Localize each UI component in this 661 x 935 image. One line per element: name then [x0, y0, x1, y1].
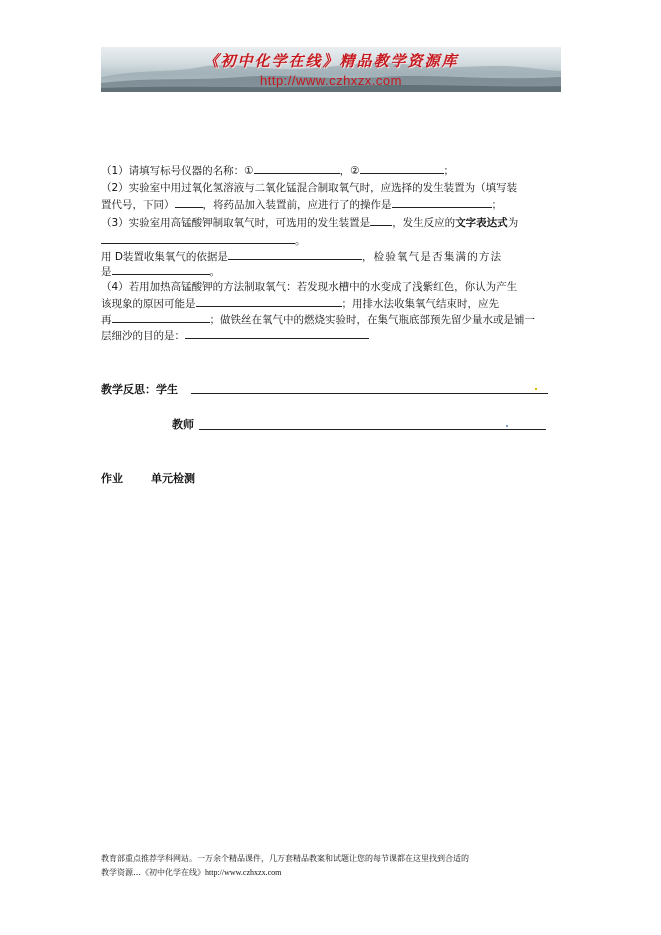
banner-url: http://www.czhxzx.com [260, 73, 402, 88]
answer-blank [360, 162, 444, 174]
answer-blank [228, 248, 362, 260]
q3-text-g: 。 [209, 266, 220, 278]
q3-text-f: 是 [101, 266, 112, 278]
q2-text-a: 置代号，下同） [101, 199, 175, 211]
q1-mid: ，② [339, 165, 360, 177]
q3-line2-end: 。 [295, 235, 306, 247]
answer-blank [370, 214, 392, 226]
question-2-line-1: （2）实验室中用过氧化氢溶液与二氧化锰混合制取氧气时，应选择的发生装置为（填写装 [101, 182, 518, 194]
reflection-teacher-line [199, 429, 546, 430]
reflection-student-line [191, 393, 548, 394]
answer-blank [196, 295, 342, 307]
highlight-dot [506, 425, 508, 427]
answer-blank [112, 311, 210, 323]
reflection-label: 教学反思：学生 [101, 383, 178, 396]
q1-text: （1）请填写标号仪器的名称：① [101, 165, 254, 177]
q3-text-c: 为 [507, 217, 519, 229]
answer-blank [254, 162, 340, 174]
question-4-line-1: （4）若用加热高锰酸钾的方法制取氧气：若发现水槽中的水变成了浅紫红色，你认为产生 [101, 281, 518, 293]
footer-line-1: 教育部重点推荐学科网站。一万余个精品课件，几万套精品教案和试题让您的每节课都在这里找到合适的 [101, 854, 469, 863]
answer-blank [175, 196, 203, 208]
answer-blank [185, 327, 369, 339]
q3-text-b: ，发生反应的 [392, 217, 456, 229]
footer-text: 教学资源…《初中化学在线》 [101, 868, 205, 877]
question-2-line-2 [101, 196, 502, 213]
question-4-line-3 [101, 311, 535, 328]
footer-url-link[interactable]: http://www.czhxzx.com [205, 868, 282, 877]
teacher-label: 教师 [172, 418, 194, 431]
highlight-dot [535, 388, 537, 390]
question-1 [101, 162, 454, 179]
q3-text-d: 用 D装置收集氧气的依据是 [101, 251, 228, 263]
q4-text-e: 层细沙的目的是： [101, 330, 185, 342]
q4-text-c: 再 [101, 314, 112, 326]
question-4-line-4 [101, 327, 369, 344]
answer-blank [112, 263, 210, 275]
q1-end: ； [443, 165, 455, 177]
homework-label: 作业 [101, 472, 123, 485]
homework-value: 单元检测 [151, 472, 195, 485]
header-banner [101, 47, 561, 92]
q2-text-b: ，将药品加入装置前，应进行了的操作是 [202, 199, 392, 211]
q4-text-b: ；用排水法收集氧气结束时，应先 [341, 298, 499, 310]
question-3-line-4 [101, 263, 220, 280]
question-3-line-1 [101, 214, 518, 231]
banner-title: 《初中化学在线》精品教学资源库 [203, 52, 459, 70]
answer-blank [101, 232, 295, 244]
q3-bold-term: 文字表达式 [455, 217, 508, 229]
question-3-line-2 [101, 232, 306, 249]
q3-text-a: （3）实验室用高锰酸钾制取氧气时，可选用的发生装置是 [101, 217, 371, 229]
question-4-line-2 [101, 295, 499, 312]
q2-text-c: ； [491, 199, 502, 211]
q4-text-d: ；做铁丝在氧气中的燃烧实验时，在集气瓶底部预先留少量水或是铺一 [209, 314, 535, 326]
answer-blank [392, 196, 492, 208]
q3-text-e: ，检验氧气是否集满的方法 [361, 251, 503, 263]
footer-line-2 [101, 867, 281, 879]
q4-text-a: 该现象的原因可能是 [101, 298, 196, 310]
